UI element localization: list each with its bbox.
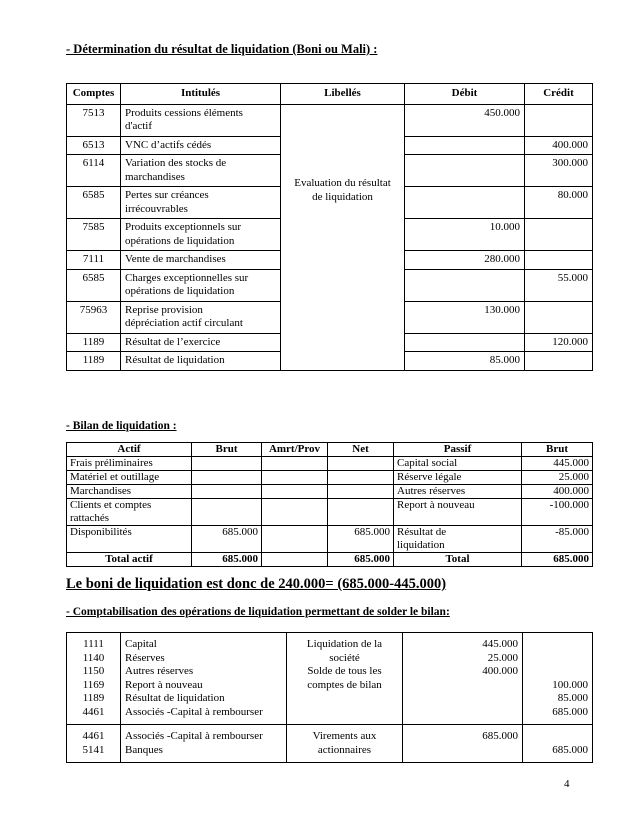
- journal-entries-table: [66, 632, 593, 763]
- text-line: Evaluation du résultat: [294, 177, 391, 189]
- text-line: Résultat de liquidation: [125, 692, 225, 704]
- text-line: Réserves: [125, 651, 165, 664]
- debit-cell: 10.000: [405, 219, 525, 251]
- compte-cell: 6585: [67, 187, 121, 219]
- table-header-row: [67, 84, 593, 105]
- compte-cell: 75963: [67, 301, 121, 333]
- debit-line: 25.000: [487, 651, 518, 664]
- debit-cell: [405, 333, 525, 352]
- text-line: Réserve légale: [397, 471, 462, 483]
- text-line: 1111: [83, 638, 104, 650]
- debit-line: 685.000: [482, 730, 518, 742]
- text-line: 1140: [82, 651, 105, 664]
- comptes-cell: [67, 725, 121, 763]
- compte-cell: 7111: [67, 251, 121, 270]
- debit-cell: 130.000: [405, 301, 525, 333]
- credit-cell: [525, 104, 593, 136]
- text-line: opérations de liquidation: [125, 285, 235, 297]
- text-line: Résultat de: [397, 526, 447, 538]
- text-line: Clients et comptes: [70, 499, 152, 511]
- section2-title: - Bilan de liquidation :: [66, 420, 177, 432]
- amrt-cell: [262, 499, 328, 526]
- text-line: Associés -Capital à rembourser: [125, 730, 263, 742]
- balance-header-row: [67, 443, 593, 457]
- actif-cell: [67, 499, 192, 526]
- debit-cell: 85.000: [405, 352, 525, 371]
- journal-entry: [67, 725, 593, 763]
- text-line: de liquidation: [312, 190, 373, 203]
- text-line: Capital: [125, 638, 157, 650]
- intitule-cell: [121, 301, 281, 333]
- debit-line: [407, 706, 518, 720]
- intitules-cell: [121, 725, 287, 763]
- brut-cell: [192, 471, 262, 485]
- total-brut: 685.000: [192, 553, 262, 567]
- debit-line: 400.000: [482, 665, 518, 677]
- credit-line: 100.000: [552, 678, 588, 691]
- liquidation-balance-table: [66, 442, 593, 567]
- net-cell: [328, 471, 394, 485]
- intitule-cell: [121, 187, 281, 219]
- text-line: Charges exceptionnelles sur: [125, 271, 249, 284]
- total-actif-label: Total actif: [67, 553, 192, 567]
- text-line: Matériel et outillage: [70, 471, 160, 483]
- text-line: irrécouvrables: [125, 202, 188, 215]
- text-line: Vente de marchandises: [125, 253, 226, 265]
- brut-passif-cell: 400.000: [522, 485, 593, 499]
- credit-line: [527, 638, 588, 652]
- col-header-comptes: Comptes: [67, 84, 121, 105]
- libelle-text: [285, 177, 400, 204]
- intitule-cell: [121, 155, 281, 187]
- credit-cell: 120.000: [525, 333, 593, 352]
- col-header-amrt-prov: Amrt/Prov: [262, 443, 328, 457]
- table-row: [67, 499, 593, 526]
- text-line: Associés -Capital à rembourser: [125, 705, 263, 718]
- text-line: Report à nouveau: [125, 678, 203, 691]
- text-line: Liquidation de la: [306, 638, 383, 650]
- brut-passif-cell: 25.000: [522, 471, 593, 485]
- passif-cell: [394, 526, 522, 553]
- net-cell: 685.000: [328, 526, 394, 553]
- text-line: 4461: [82, 730, 105, 742]
- debit-cell: [405, 136, 525, 155]
- credit-line: [527, 665, 588, 679]
- text-line: 1150: [82, 665, 105, 677]
- total-passif-label: Total: [394, 553, 522, 567]
- text-line: opérations de liquidation: [125, 234, 235, 247]
- text-line: Report à nouveau: [397, 499, 475, 511]
- text-line: 4461: [82, 705, 105, 718]
- total-brut-passif: 685.000: [522, 553, 593, 567]
- credit-line: 685.000: [552, 705, 588, 718]
- brut-cell: 685.000: [192, 526, 262, 553]
- debit-cell: [405, 155, 525, 187]
- net-cell: [328, 499, 394, 526]
- intitule-cell: [121, 104, 281, 136]
- debit-cell: [405, 187, 525, 219]
- total-amrt: [262, 553, 328, 567]
- net-cell: [328, 457, 394, 471]
- amrt-cell: [262, 526, 328, 553]
- page-number: 4: [564, 778, 570, 790]
- table-row: [67, 471, 593, 485]
- intitule-cell: [121, 269, 281, 301]
- intitule-cell: [121, 333, 281, 352]
- text-line: Variation des stocks de: [125, 157, 227, 169]
- debit-cell: [405, 269, 525, 301]
- table-row: [67, 457, 593, 471]
- credit-cell: [525, 219, 593, 251]
- text-line: Banques: [125, 743, 163, 756]
- col-header-debit: Débit: [405, 84, 525, 105]
- text-line: VNC d’actifs cédés: [125, 138, 212, 151]
- passif-cell: [394, 499, 522, 526]
- brut-cell: [192, 485, 262, 499]
- col-header-net: Net: [328, 443, 394, 457]
- col-header-libelles: Libellés: [281, 84, 405, 105]
- actif-cell: [67, 471, 192, 485]
- text-line: comptes de bilan: [307, 678, 382, 691]
- text-line: Marchandises: [70, 485, 132, 497]
- credits-cell: [523, 633, 593, 725]
- debit-cell: 450.000: [405, 104, 525, 136]
- compte-cell: 7513: [67, 104, 121, 136]
- intitule-cell: [121, 136, 281, 155]
- credit-cell: [525, 352, 593, 371]
- text-line: Capital social: [397, 457, 458, 469]
- libelle-cell: [287, 633, 403, 725]
- amrt-cell: [262, 485, 328, 499]
- debit-line: [407, 692, 518, 706]
- debits-cell: [403, 725, 523, 763]
- text-line: Autres réserves: [125, 665, 194, 677]
- credits-cell: [523, 725, 593, 763]
- actif-cell: [67, 485, 192, 499]
- col-header-brut: Brut: [192, 443, 262, 457]
- text-line: Reprise provision: [125, 303, 203, 316]
- section3-title: - Comptabilisation des opérations de liquidation permettant de solder le bilan:: [66, 606, 450, 618]
- credit-cell: 55.000: [525, 269, 593, 301]
- libelle-cell: [287, 725, 403, 763]
- table-row: [67, 485, 593, 499]
- text-line: Solde de tous les: [307, 665, 382, 677]
- actif-cell: [67, 457, 192, 471]
- amrt-cell: [262, 471, 328, 485]
- credit-line: [527, 652, 588, 666]
- text-line: Produits exceptionnels sur: [125, 221, 242, 233]
- brut-cell: [192, 457, 262, 471]
- credit-line: [527, 730, 588, 744]
- compte-cell: 1189: [67, 333, 121, 352]
- col-header-actif: Actif: [67, 443, 192, 457]
- text-line: Virements aux: [312, 730, 377, 742]
- table-row: [67, 526, 593, 553]
- intitule-cell: [121, 352, 281, 371]
- passif-cell: [394, 457, 522, 471]
- intitules-cell: [121, 633, 287, 725]
- compte-cell: 7585: [67, 219, 121, 251]
- credit-line: 85.000: [557, 692, 588, 704]
- journal-entry: [67, 633, 593, 725]
- credit-cell: [525, 301, 593, 333]
- comptes-cell: [67, 633, 121, 725]
- text-line: dépréciation actif circulant: [125, 317, 243, 329]
- text-line: Disponibilités: [70, 526, 132, 538]
- compte-cell: 6114: [67, 155, 121, 187]
- boni-conclusion: Le boni de liquidation est donc de 240.000= (685.000-445.000): [66, 576, 447, 592]
- credit-cell: 300.000: [525, 155, 593, 187]
- liquidation-result-table: [66, 83, 593, 371]
- section1-title: - Détermination du résultat de liquidation (Boni ou Mali) :: [66, 42, 378, 56]
- total-net: 685.000: [328, 553, 394, 567]
- text-line: Autres réserves: [397, 485, 466, 497]
- col-header-intitules: Intitulés: [121, 84, 281, 105]
- credit-cell: 400.000: [525, 136, 593, 155]
- debit-line: [407, 679, 518, 693]
- debit-line: [407, 744, 518, 758]
- brut-passif-cell: -100.000: [522, 499, 593, 526]
- text-line: Produits cessions éléments: [125, 106, 243, 119]
- text-line: Résultat de liquidation: [125, 354, 225, 366]
- debit-line: 445.000: [482, 638, 518, 650]
- debit-cell: 280.000: [405, 251, 525, 270]
- intitule-cell: [121, 219, 281, 251]
- text-line: 1189: [82, 692, 105, 704]
- brut-passif-cell: -85.000: [522, 526, 593, 553]
- brut-cell: [192, 499, 262, 526]
- text-line: société: [329, 651, 360, 664]
- credit-cell: 80.000: [525, 187, 593, 219]
- amrt-cell: [262, 457, 328, 471]
- text-line: rattachés: [70, 512, 110, 524]
- net-cell: [328, 485, 394, 499]
- col-header-passif: Passif: [394, 443, 522, 457]
- passif-cell: [394, 485, 522, 499]
- libelle-merged-cell: [281, 104, 405, 370]
- text-line: actionnaires: [317, 743, 372, 756]
- text-line: Frais préliminaires: [70, 457, 153, 469]
- text-line: 5141: [82, 743, 105, 756]
- text-line: marchandises: [125, 170, 185, 183]
- table-row: [67, 104, 593, 136]
- text-line: 1169: [82, 678, 105, 691]
- compte-cell: 6585: [67, 269, 121, 301]
- actif-cell: [67, 526, 192, 553]
- passif-cell: [394, 471, 522, 485]
- text-line: d'actif: [125, 120, 153, 132]
- text-line: Résultat de l’exercice: [125, 335, 221, 348]
- compte-cell: 6513: [67, 136, 121, 155]
- total-row: [67, 553, 593, 567]
- credit-line: 685.000: [552, 743, 588, 756]
- text-line: liquidation: [397, 539, 445, 551]
- intitule-cell: [121, 251, 281, 270]
- text-line: Pertes sur créances: [125, 189, 209, 201]
- debits-cell: [403, 633, 523, 725]
- col-header-credit: Crédit: [525, 84, 593, 105]
- col-header-brut-passif: Brut: [522, 443, 593, 457]
- compte-cell: 1189: [67, 352, 121, 371]
- credit-cell: [525, 251, 593, 270]
- brut-passif-cell: 445.000: [522, 457, 593, 471]
